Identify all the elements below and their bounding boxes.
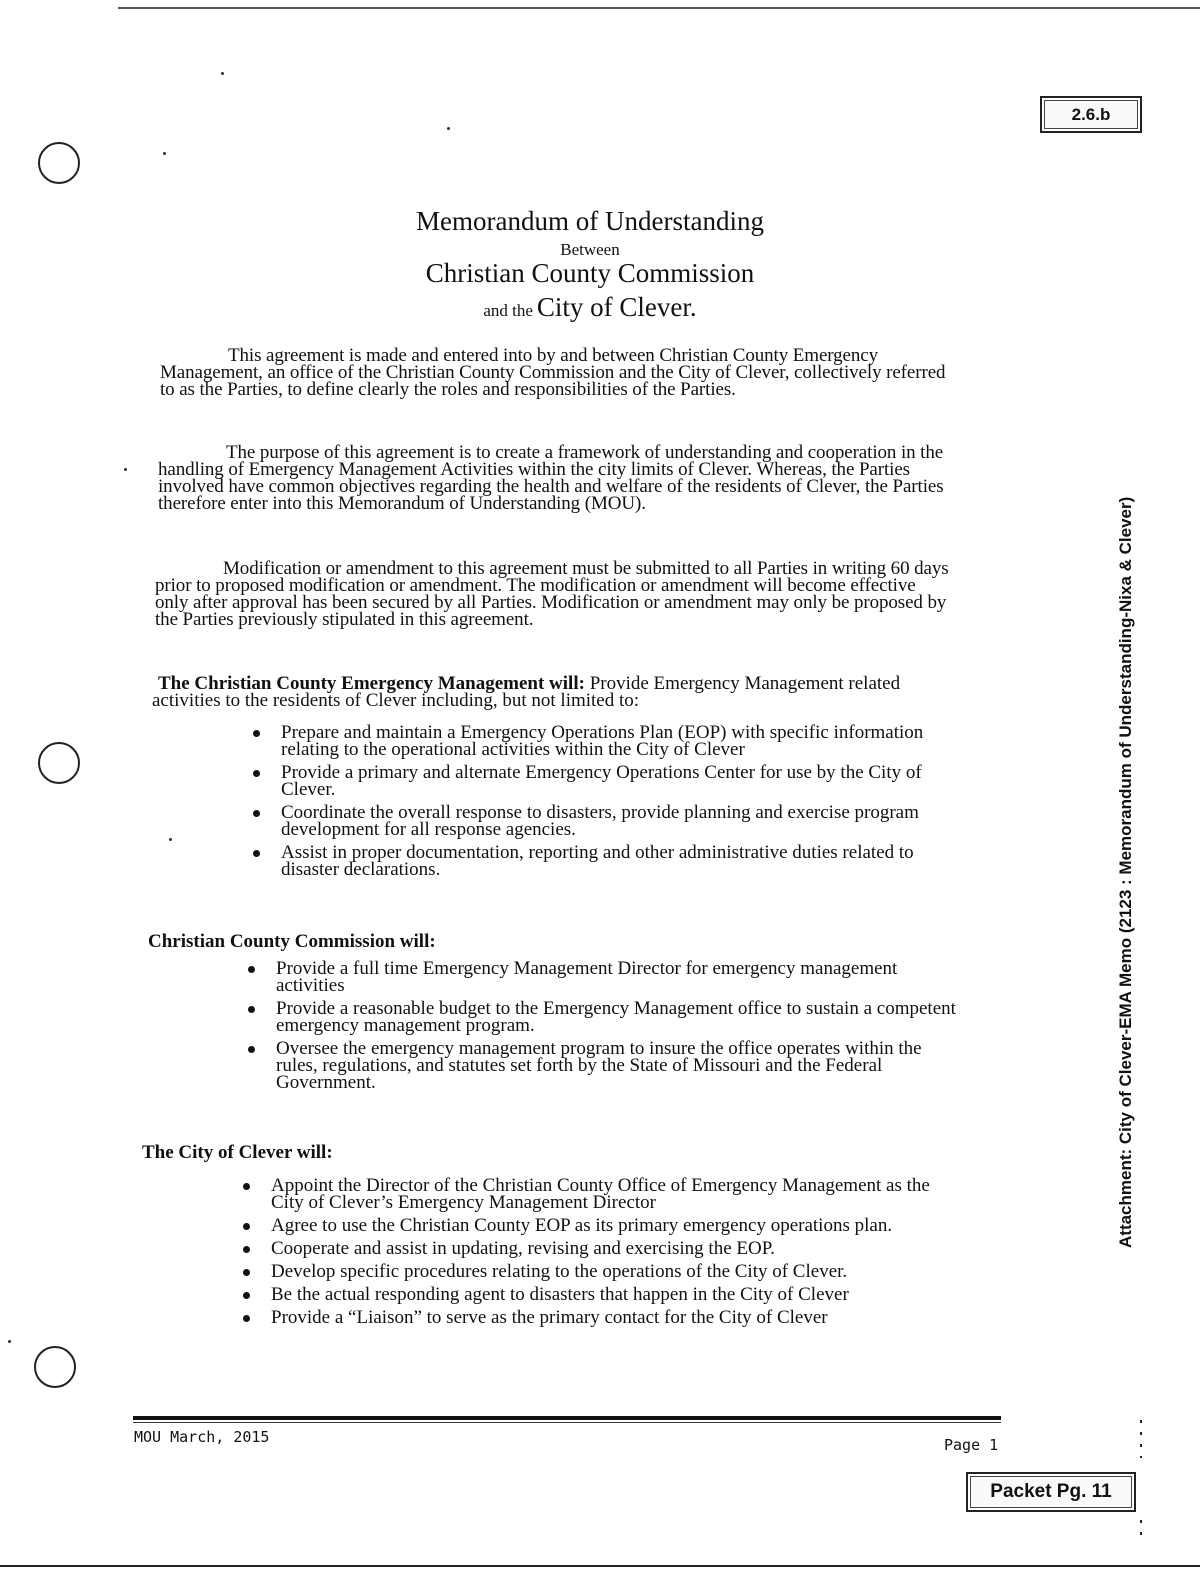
paragraph-agreement bbox=[160, 347, 945, 398]
bullet-icon bbox=[253, 730, 260, 737]
scan-dots bbox=[1140, 1520, 1142, 1542]
title-party-2-name: City of Clever. bbox=[536, 292, 697, 322]
scan-speck bbox=[124, 468, 127, 471]
attachment-code-text: 2.6.b bbox=[1071, 104, 1111, 124]
section-heading-bold: The City of Clever will: bbox=[142, 1142, 333, 1163]
section-heading-rest: Provide Emergency Management related bbox=[584, 673, 901, 694]
list-item-line: Provide a reasonable budget to the Emergency Management office to sustain a competent bbox=[276, 998, 956, 1019]
list-item-line: Government. bbox=[276, 1072, 376, 1093]
punch-hole-top bbox=[38, 142, 80, 184]
paragraph-line: to as the Parties, to define clearly the roles and responsibilities of the Parties. bbox=[160, 379, 736, 400]
paragraph-line: handling of Emergency Management Activities within the city limits of Clever. Whereas, the Parties bbox=[158, 459, 910, 480]
bullet-icon bbox=[253, 770, 260, 777]
section-commission-heading bbox=[148, 933, 436, 950]
packet-page-text: Packet Pg. 11 bbox=[990, 1481, 1112, 1502]
list-item-line: activities bbox=[276, 975, 345, 996]
scan-speck bbox=[8, 1340, 11, 1343]
list-item-line: Cooperate and assist in updating, revising and exercising the EOP. bbox=[271, 1238, 775, 1259]
list-item bbox=[243, 1217, 1003, 1234]
list-item bbox=[243, 1286, 1003, 1303]
list-item-line: relating to the operational activities within the City of Clever bbox=[281, 739, 745, 760]
bullet-icon bbox=[243, 1246, 250, 1253]
title-party-2 bbox=[250, 292, 930, 323]
list-item bbox=[243, 1177, 1003, 1211]
list-item-line: Provide a full time Emergency Management Director for emergency management bbox=[276, 958, 898, 979]
list-item bbox=[253, 804, 993, 838]
list-item-line: disaster declarations. bbox=[281, 859, 441, 880]
bullet-icon bbox=[248, 1006, 255, 1013]
list-item-line: Clever. bbox=[281, 779, 336, 800]
list-item bbox=[253, 844, 993, 878]
paragraph-line: This agreement is made and entered into by and between Christian County Emergency bbox=[228, 345, 879, 366]
scan-speck bbox=[169, 838, 172, 841]
bullet-icon bbox=[253, 810, 260, 817]
scan-dots bbox=[1140, 1420, 1142, 1458]
punch-hole-middle bbox=[38, 742, 80, 784]
bullet-icon bbox=[243, 1183, 250, 1190]
scan-speck bbox=[447, 127, 450, 130]
paragraph-line: involved have common objectives regarding the health and welfare of the residents of Clever, the Parties bbox=[158, 476, 944, 497]
section-heading-bold: The Christian County Emergency Management will: bbox=[158, 673, 585, 694]
packet-page-stamp bbox=[966, 1472, 1136, 1512]
list-item-line: Provide a primary and alternate Emergency Operations Center for use by the City of bbox=[281, 762, 922, 783]
list-item-line: Prepare and maintain a Emergency Operations Plan (EOP) with specific information bbox=[281, 722, 924, 743]
paragraph-line: the Parties previously stipulated in this agreement. bbox=[155, 609, 534, 630]
list-item-line: emergency management program. bbox=[276, 1015, 535, 1036]
list-item-line: Oversee the emergency management program to insure the office operates within the bbox=[276, 1038, 922, 1059]
list-item bbox=[253, 724, 993, 758]
bullet-icon bbox=[248, 966, 255, 973]
list-item-line: Coordinate the overall response to disasters, provide planning and exercise program bbox=[281, 802, 919, 823]
scan-speck bbox=[221, 72, 224, 75]
scan-speck bbox=[163, 152, 166, 155]
bullet-icon bbox=[243, 1223, 250, 1230]
section-emergency-management-list bbox=[253, 724, 993, 884]
bullet-icon bbox=[243, 1292, 250, 1299]
paragraph-line: prior to proposed modification or amendment. The modification or amendment will become effective bbox=[155, 575, 916, 596]
list-item bbox=[248, 960, 1008, 994]
attachment-side-label: Attachment: City of Clever-EMA Memo (2123 : Memorandum of Understanding-Nixa & Clever) bbox=[1116, 496, 1135, 1248]
footer-page-number: Page 1 bbox=[944, 1436, 999, 1454]
list-item-line: development for all response agencies. bbox=[281, 819, 576, 840]
list-item-line: Be the actual responding agent to disasters that happen in the City of Clever bbox=[271, 1284, 849, 1305]
footer-rule-thin bbox=[133, 1422, 1001, 1423]
punch-hole-bottom bbox=[34, 1346, 76, 1388]
document-title: Memorandum of Understanding bbox=[416, 206, 764, 236]
section-heading-bold: Christian County Commission will: bbox=[148, 931, 436, 952]
section-city-heading bbox=[142, 1144, 333, 1161]
list-item-line: Agree to use the Christian County EOP as its primary emergency operations plan. bbox=[271, 1215, 893, 1236]
list-item-line: Provide a “Liaison” to serve as the primary contact for the City of Clever bbox=[271, 1307, 828, 1328]
bullet-icon bbox=[248, 1046, 255, 1053]
paragraph-line: The purpose of this agreement is to create a framework of understanding and cooperation in the bbox=[226, 442, 944, 463]
bullet-icon bbox=[243, 1269, 250, 1276]
section-commission-list bbox=[248, 960, 1008, 1097]
list-item bbox=[253, 764, 993, 798]
bullet-icon bbox=[253, 850, 260, 857]
paragraph-line: Management, an office of the Christian County Commission and the City of Clever, collectively referred bbox=[160, 362, 946, 383]
list-item-line: City of Clever’s Emergency Management Director bbox=[271, 1192, 656, 1213]
list-item-line: rules, regulations, and statutes set forth by the State of Missouri and the Federal bbox=[276, 1055, 883, 1076]
list-item-line: Assist in proper documentation, reporting and other administrative duties related to bbox=[281, 842, 914, 863]
list-item bbox=[243, 1240, 1003, 1257]
scan-bottom-edge bbox=[0, 1565, 1200, 1567]
title-between: Between bbox=[560, 240, 620, 259]
bullet-icon bbox=[243, 1315, 250, 1322]
section-city-list bbox=[243, 1177, 1003, 1332]
list-item bbox=[243, 1263, 1003, 1280]
list-item-line: Develop specific procedures relating to the operations of the City of Clever. bbox=[271, 1261, 848, 1282]
list-item bbox=[248, 1000, 1008, 1034]
attachment-code-stamp bbox=[1040, 96, 1142, 133]
paragraph-line: therefore enter into this Memorandum of Understanding (MOU). bbox=[158, 493, 646, 514]
list-item-line: Appoint the Director of the Christian County Office of Emergency Management as the bbox=[271, 1175, 930, 1196]
footer-document-date: MOU March, 2015 bbox=[134, 1428, 270, 1446]
scan-top-edge bbox=[118, 7, 1200, 9]
footer-rule bbox=[133, 1416, 1001, 1420]
paragraph-modification bbox=[155, 560, 949, 628]
paragraph-line: Modification or amendment to this agreement must be submitted to all Parties in writing 60 days bbox=[223, 558, 949, 579]
paragraph-purpose bbox=[158, 444, 944, 512]
list-item bbox=[248, 1040, 1008, 1091]
title-party-1: Christian County Commission bbox=[425, 258, 755, 288]
list-item bbox=[243, 1309, 1003, 1326]
paragraph-line: only after approval has been secured by all Parties. Modification or amendment may only be proposed by bbox=[155, 592, 947, 613]
section-emergency-management-intro: activities to the residents of Clever including, but not limited to: bbox=[152, 690, 640, 711]
title-party-2-prefix: and the bbox=[483, 301, 533, 320]
